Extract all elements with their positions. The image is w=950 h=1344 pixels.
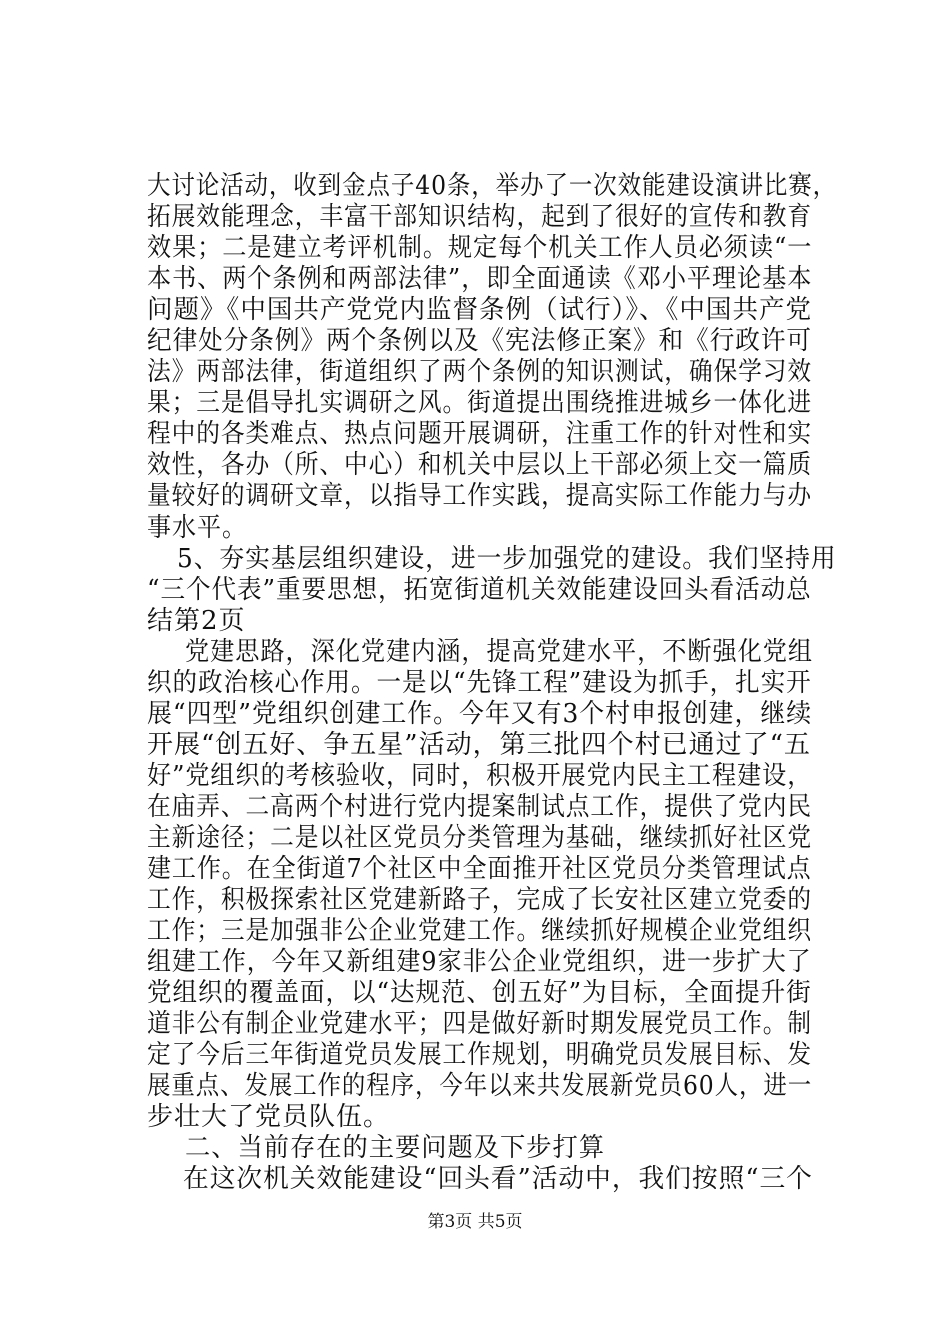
text-line: 步壮大了党员队伍。: [147, 1102, 391, 1132]
text-line: 大讨论活动，收到金点子40条，举办了一次效能建设演讲比赛，: [147, 171, 838, 201]
text-line: 程中的各类难点、热点问题开展调研，注重工作的针对性和实: [147, 419, 813, 449]
text-line: 好”党组织的考核验收，同时，积极开展党内民主工程建设，: [147, 761, 813, 791]
text-line: 工作，积极探索社区党建新路子，完成了长安社区建立党委的: [147, 885, 813, 915]
text-line: 开展“创五好、争五星”活动，第三批四个村已通过了“五: [147, 730, 811, 760]
text-line: 果；三是倡导扎实调研之风。街道提出围绕推进城乡一体化进: [147, 388, 813, 418]
text-line: 事水平。: [147, 513, 248, 543]
text-line: 在庙弄、二高两个村进行党内提案制试点工作，提供了党内民: [147, 792, 813, 822]
text-line: 工作；三是加强非公企业党建工作。继续抓好规模企业党组织: [147, 916, 813, 946]
text-line: 拓展效能理念，丰富干部知识结构，起到了很好的宣传和教育: [147, 202, 813, 232]
text-line: 展“四型”党组织创建工作。今年又有3个村申报创建，继续: [147, 699, 813, 729]
text-line: 道非公有制企业党建水平；四是做好新时期发展党员工作。制: [147, 1009, 813, 1039]
text-line: 二、当前存在的主要问题及下步打算: [185, 1133, 606, 1163]
text-line: 党建思路，深化党建内涵，提高党建水平，不断强化党组: [185, 637, 814, 667]
text-line: 建工作。在全街道7个社区中全面推开社区党员分类管理试点: [147, 854, 812, 884]
text-line: 纪律处分条例》两个条例以及《宪法修正案》和《行政许可: [147, 326, 813, 356]
text-line: 结第2页: [147, 606, 246, 636]
text-line: 织的政治核心作用。一是以“先锋工程”建设为抓手，扎实开: [147, 668, 812, 698]
text-line: 在这次机关效能建设“回头看”活动中，我们按照“三个: [183, 1164, 813, 1194]
text-line: 组建工作，今年又新组建9家非公企业党组织，进一步扩大了: [147, 947, 812, 977]
page-footer: 第3页 共5页: [427, 1212, 523, 1232]
text-line: 展重点、发展工作的程序，今年以来共发展新党员60人，进一: [147, 1071, 813, 1101]
text-line: “三个代表”重要思想，拓宽街道机关效能建设回头看活动总: [147, 575, 812, 605]
text-line: 党组织的覆盖面，以“达规范、创五好”为目标，全面提升街: [147, 978, 812, 1008]
text-line: 效果；二是建立考评机制。规定每个机关工作人员必须读“一: [147, 233, 813, 263]
text-line: 量较好的调研文章，以指导工作实践，提高实际工作能力与办: [147, 481, 813, 511]
text-line: 主新途径；二是以社区党员分类管理为基础，继续抓好社区党: [147, 823, 813, 853]
text-line: 效性，各办（所、中心）和机关中层以上干部必须上交一篇质: [147, 450, 813, 480]
text-line: 5、夯实基层组织建设，进一步加强党的建设。我们坚持用: [177, 544, 837, 574]
text-line: 法》两部法律，街道组织了两个条例的知识测试，确保学习效: [147, 357, 813, 387]
text-line: 问题》《中国共产党党内监督条例（试行）》、《中国共产党: [147, 295, 813, 325]
text-line: 本书、两个条例和两部法律”，即全面通读《邓小平理论基本: [147, 264, 813, 294]
text-line: 定了今后三年街道党员发展工作规划，明确党员发展目标、发: [147, 1040, 813, 1070]
